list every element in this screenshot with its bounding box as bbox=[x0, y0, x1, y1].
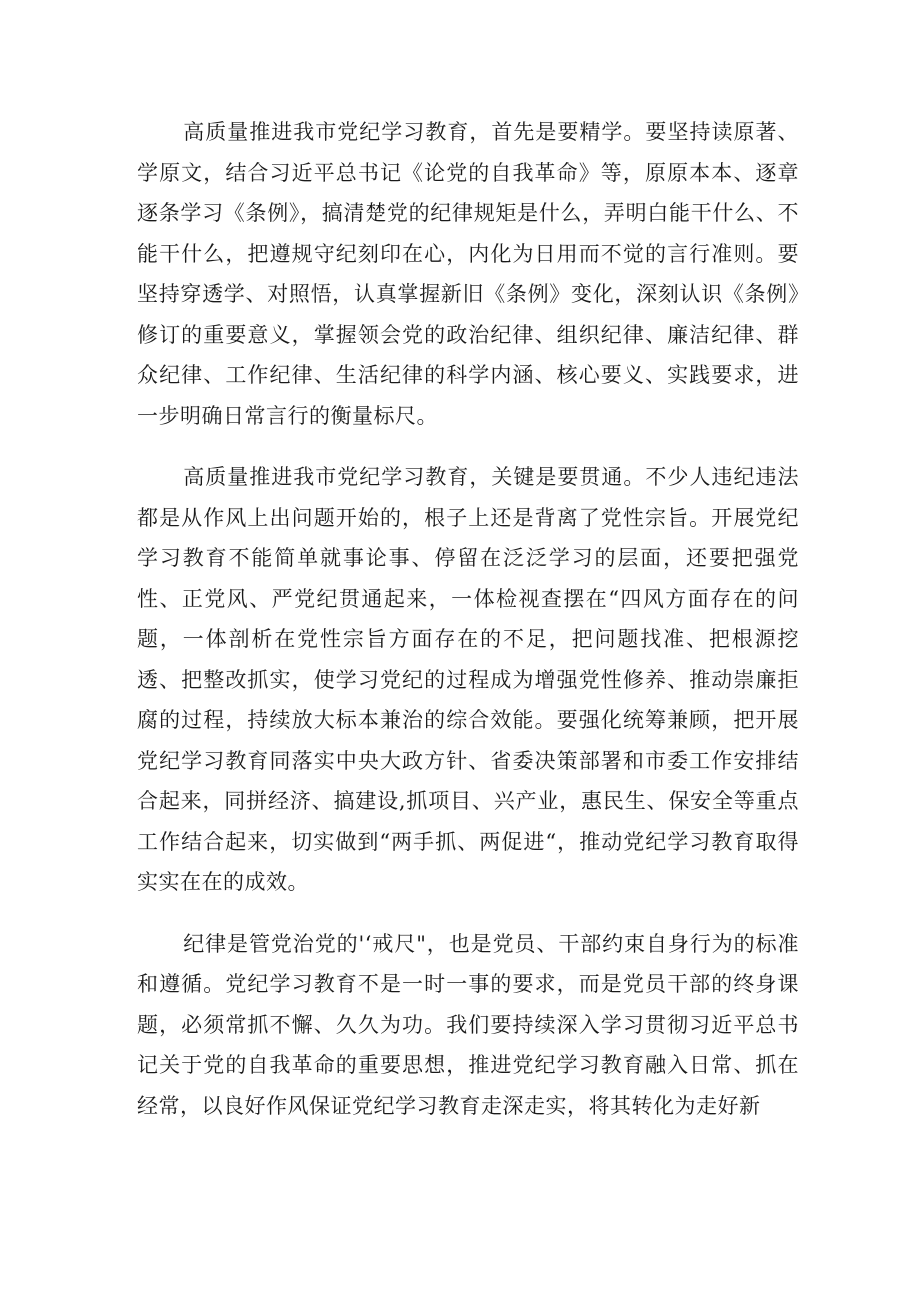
paragraph-1: 高质量推进我市党纪学习教育，首先是要精学。要坚持读原著、学原文，结合习近平总书记《论党的自我革命》等，原原本本、逐章逐条学习《条例》，搞清楚党的纪律规矩是什么，弄明白能干什么、不能干什么，把遵规守纪刻印在心，内化为日用而不觉的言行准则。要坚持穿透学、对照悟，认真掌握新旧《条例》变化，深刻认识《条例》修订的重要意义，掌握领会党的政治纪律、组织纪律、廉洁纪律、群众纪律、工作纪律、生活纪律的科学内涵、核心要义、实践要求，进一步明确日常言行的衡量标尺。 bbox=[137, 120, 799, 428]
paragraph-3: 纪律是管党治党的'‘戒尺"，也是党员、干部约束自身行为的标准和遵循。党纪学习教育不是一时一事的要求，而是党员干部的终身课题，必须常抓不懈、久久为功。我们要持续深入学习贯彻习近平总书记关于党的自我革命的重要思想，推进党纪学习教育融入日常、抓在经常，以良好作风保证党纪学习教育走深走实，将其转化为走好新 bbox=[137, 931, 799, 1118]
paragraph-2: 高质量推进我市党纪学习教育，关键是要贯通。不少人违纪违法都是从作风上出问题开始的，根子上还是背离了党性宗旨。开展党纪学习教育不能简单就事论事、停留在泛泛学习的层面，还要把强党性、正党风、严党纪贯通起来，一体检视查摆在“四风方面存在的问题，一体剖析在党性宗旨方面存在的不足，把问题找准、把根源挖透、把整改抓实，使学习党纪的过程成为增强党性修养、推动崇廉拒腐的过程，持续放大标本兼治的综合效能。要强化统筹兼顾，把开展党纪学习教育同落实中央大政方针、省委决策部署和市委工作安排结合起来，同拼经济、搞建设,抓项目、兴产业，惠民生、保安全等重点工作结合起来，切实做到“两手抓、两促进“，推动党纪学习教育取得实实在在的成效。 bbox=[137, 465, 799, 894]
document-body bbox=[137, 112, 799, 1147]
